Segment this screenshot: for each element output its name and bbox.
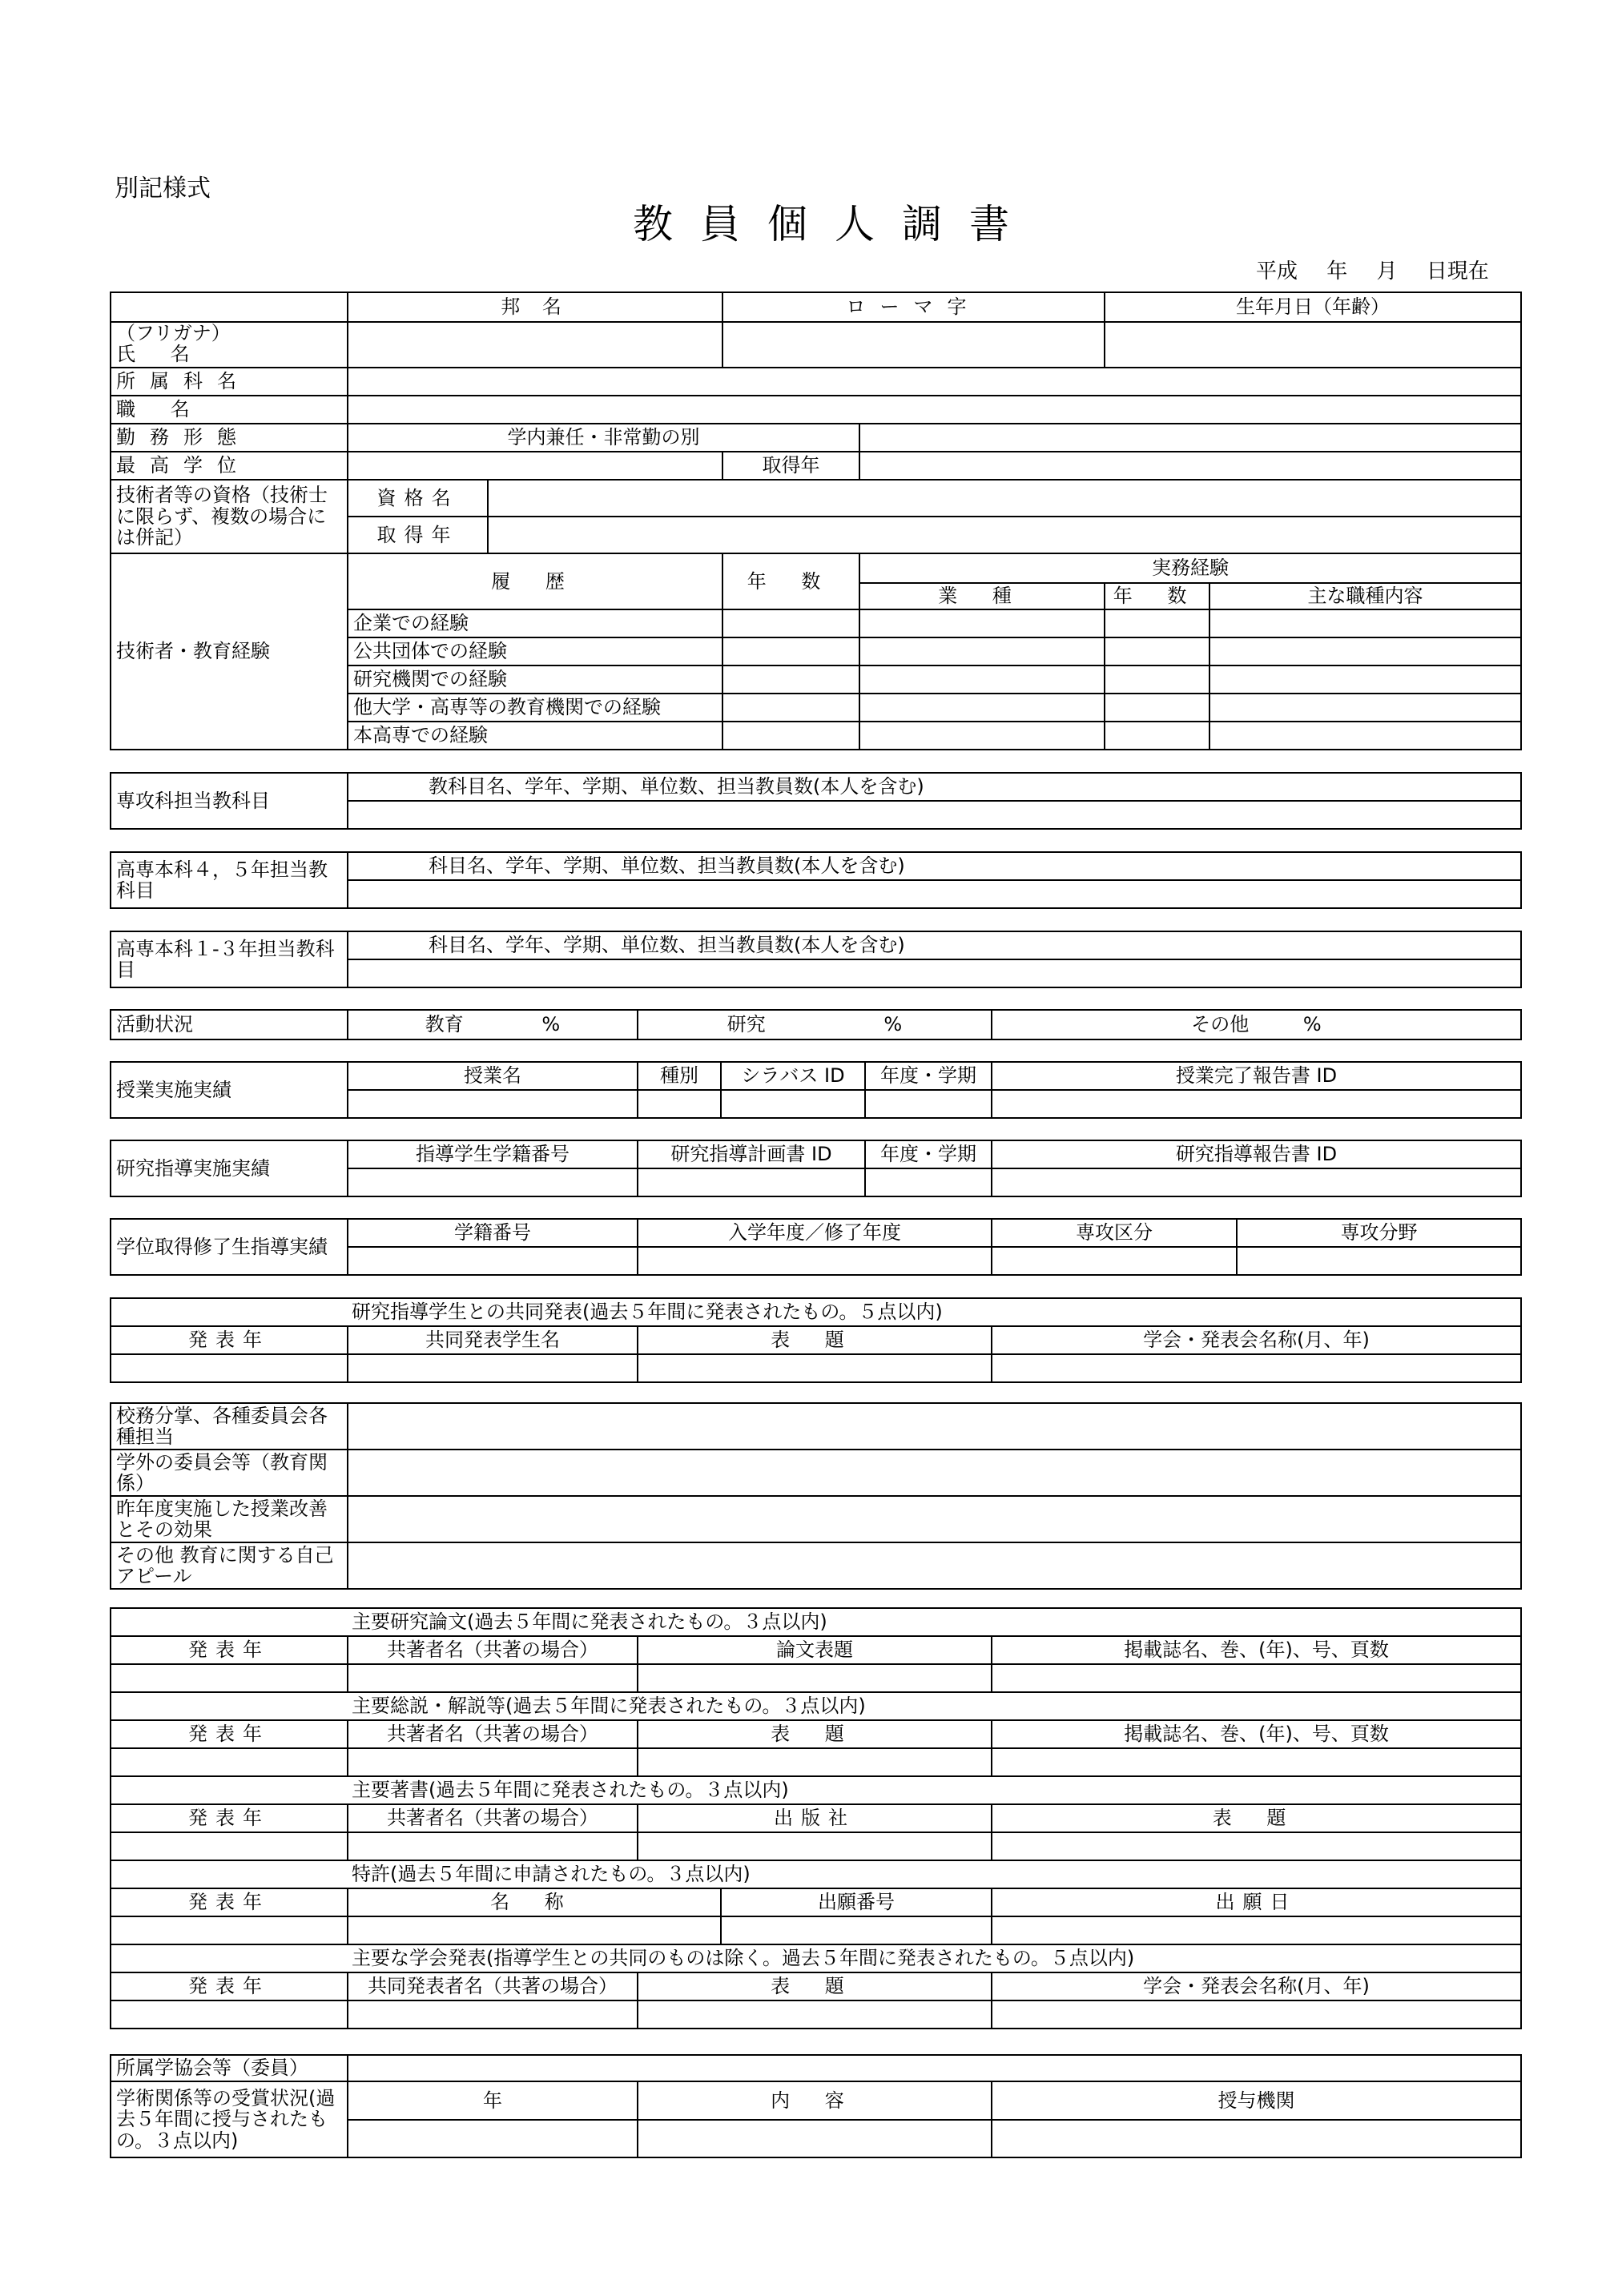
joint-year-field[interactable] (111, 1354, 348, 1382)
joint-topic-field[interactable] (638, 1354, 992, 1382)
conferences-title: 主要な学会発表(指導学生との共同のものは除く。過去５年間に発表されたもの。５点以内) (111, 1944, 1521, 1972)
entry-graduation-field[interactable] (638, 1247, 992, 1275)
conf-venue-field[interactable] (992, 2000, 1521, 2029)
col-papers-coauthors: 共著者名（共著の場合） (348, 1636, 638, 1664)
student-number-field[interactable] (348, 1247, 638, 1275)
classes-label: 授業実施実績 (111, 1062, 348, 1118)
col-papers-title: 論文表題 (638, 1636, 992, 1664)
employment-field[interactable] (859, 424, 1521, 452)
other-label: その他 (1191, 1013, 1250, 1036)
name-roman-field[interactable] (722, 322, 1105, 368)
papers-title: 主要研究論文(過去５年間に発表されたもの。３点以内) (111, 1608, 1521, 1636)
name-japanese-field[interactable] (348, 322, 722, 368)
col-books-publisher: 出版社 (638, 1804, 992, 1832)
name-label: 氏 名 (116, 343, 204, 366)
activity-label: 活動状況 (111, 1010, 348, 1039)
y45-subjects-header: 科目名、学年、学期、単位数、担当教員数(本人を含む) (348, 852, 1521, 880)
affiliation-field[interactable] (348, 368, 1521, 396)
qualification-label: 技術者等の資格（技術士に限らず、複数の場合には併記） (111, 480, 348, 553)
experience-years-field[interactable] (722, 609, 859, 637)
experience-duties-field[interactable] (1209, 694, 1521, 722)
col-industry: 業 種 (859, 583, 1105, 609)
degree-guidance-table (110, 1218, 1522, 1276)
col-joint-topic: 表 題 (638, 1326, 992, 1354)
paper-year-field[interactable] (111, 1664, 348, 1692)
qualification-name-field[interactable] (488, 480, 1521, 517)
guidance-label: 研究指導実施実績 (111, 1140, 348, 1196)
col-major-field: 専攻分野 (1237, 1219, 1521, 1247)
affiliation-label: 所属科名 (111, 368, 348, 396)
joint-venue-field[interactable] (992, 1354, 1521, 1382)
document-title: 教員個人調書 (633, 201, 1036, 247)
position-field[interactable] (348, 396, 1521, 424)
col-years: 年 数 (722, 553, 859, 609)
col-joint-students: 共同発表学生名 (348, 1326, 638, 1354)
review-coauthors-field[interactable] (348, 1748, 638, 1776)
experience-row-label: 公共団体での経験 (348, 637, 722, 665)
other-pct: % (1302, 1013, 1322, 1036)
duties-table (110, 1402, 1522, 1590)
advanced-subjects-table (110, 772, 1522, 830)
experience-row-label: 研究機関での経験 (348, 665, 722, 694)
col-reviews-journal: 掲載誌名、巻、(年)、号、頁数 (992, 1720, 1521, 1748)
experience-pyears-field[interactable] (1105, 637, 1209, 665)
experience-pyears-field[interactable] (1105, 722, 1209, 750)
col-reviews-year: 発表年 (111, 1720, 348, 1748)
col-guidance-term: 年度・学期 (865, 1140, 992, 1168)
basic-info-table (110, 292, 1522, 750)
major-class-field[interactable] (992, 1247, 1237, 1275)
qualification-name-label: 資格名 (348, 480, 488, 517)
society-member-label: 所属学協会等（委員） (111, 2055, 348, 2081)
joint-presentation-title: 研究指導学生との共同発表(過去５年間に発表されたもの。５点以内) (111, 1298, 1521, 1326)
review-title-field[interactable] (638, 1748, 992, 1776)
award-content-field[interactable] (638, 2120, 992, 2157)
col-guidance-report-id: 研究指導報告書 ID (992, 1140, 1521, 1168)
col-class-term: 年度・学期 (865, 1062, 992, 1090)
joint-presentation-table (110, 1297, 1522, 1383)
degree-year-label: 取得年 (722, 452, 859, 480)
col-patents-date: 出願日 (992, 1888, 1521, 1916)
guidance-table (110, 1140, 1522, 1197)
qualification-year-label: 取得年 (348, 517, 488, 553)
patent-name-field[interactable] (348, 1916, 721, 1944)
experience-duties-field[interactable] (1209, 609, 1521, 637)
advanced-subjects-header: 教科目名、学年、学期、単位数、担当教員数(本人を含む) (348, 773, 1521, 801)
award-year-field[interactable] (348, 2120, 638, 2157)
advanced-subjects-field[interactable] (348, 801, 1521, 829)
external-committees-label: 学外の委員会等（教育関係） (111, 1450, 348, 1496)
book-coauthors-field[interactable] (348, 1832, 638, 1860)
conf-topic-field[interactable] (638, 2000, 992, 2029)
reviews-title: 主要総説・解説等(過去５年間に発表されたもの。３点以内) (111, 1692, 1521, 1720)
award-org-field[interactable] (992, 2120, 1521, 2157)
y13-subjects-header: 科目名、学年、学期、単位数、担当教員数(本人を含む) (348, 931, 1521, 959)
degree-field[interactable] (348, 452, 722, 480)
y45-subjects-table (110, 851, 1522, 909)
col-reviews-title: 表 題 (638, 1720, 992, 1748)
class-report-field[interactable] (992, 1090, 1521, 1118)
self-appeal-field[interactable] (348, 1542, 1521, 1589)
experience-years-field[interactable] (722, 694, 859, 722)
research-label: 研究 (726, 1013, 766, 1036)
education-label: 教育 (425, 1013, 464, 1036)
degree-guidance-label: 学位取得修了生指導実績 (111, 1219, 348, 1275)
experience-industry-field[interactable] (859, 665, 1105, 694)
paper-title-field[interactable] (638, 1664, 992, 1692)
y45-subjects-label: 高専本科４，５年担当教科目 (111, 852, 348, 908)
col-award-year: 年 (348, 2081, 638, 2120)
education-pct: % (541, 1013, 561, 1036)
col-papers-year: 発表年 (111, 1636, 348, 1664)
experience-industry-field[interactable] (859, 609, 1105, 637)
experience-years-field[interactable] (722, 637, 859, 665)
class-type-field[interactable] (638, 1090, 721, 1118)
experience-duties-field[interactable] (1209, 637, 1521, 665)
col-papers-journal: 掲載誌名、巻、(年)、号、頁数 (992, 1636, 1521, 1664)
col-award-org: 授与機関 (992, 2081, 1521, 2120)
student-id-field[interactable] (348, 1168, 638, 1196)
advanced-subjects-label: 専攻科担当教科目 (111, 773, 348, 829)
col-class-name: 授業名 (348, 1062, 638, 1090)
guidance-plan-field[interactable] (638, 1168, 865, 1196)
col-student-id: 指導学生学籍番号 (348, 1140, 638, 1168)
guidance-report-field[interactable] (992, 1168, 1521, 1196)
class-name-field[interactable] (348, 1090, 638, 1118)
societies-table (110, 2054, 1522, 2158)
employment-label: 勤務形態 (111, 424, 348, 452)
class-improvement-label: 昨年度実施した授業改善とその効果 (111, 1496, 348, 1542)
patent-number-field[interactable] (721, 1916, 992, 1944)
patent-date-field[interactable] (992, 1916, 1521, 1944)
date-line: 平成 年 月 日現在 (1256, 259, 1489, 283)
col-syllabus-id: シラバス ID (721, 1062, 865, 1090)
birthdate-field[interactable] (1105, 322, 1521, 368)
school-duties-label: 校務分掌、各種委員会各種担当 (111, 1403, 348, 1450)
book-year-field[interactable] (111, 1832, 348, 1860)
experience-duties-field[interactable] (1209, 665, 1521, 694)
experience-years-field[interactable] (722, 722, 859, 750)
patents-title: 特許(過去５年間に申請されたもの。３点以内) (111, 1860, 1521, 1888)
paper-journal-field[interactable] (992, 1664, 1521, 1692)
qualification-year-field[interactable] (488, 517, 1521, 553)
col-joint-year: 発表年 (111, 1326, 348, 1354)
experience-pyears-field[interactable] (1105, 665, 1209, 694)
col-patents-year: 発表年 (111, 1888, 348, 1916)
conf-year-field[interactable] (111, 2000, 348, 2029)
achievements-table (110, 1607, 1522, 2029)
col-conf-presenters: 共同発表者名（共著の場合） (348, 1972, 638, 2000)
col-books-title: 表 題 (992, 1804, 1521, 1832)
col-books-coauthors: 共著者名（共著の場合） (348, 1804, 638, 1832)
y13-subjects-table (110, 931, 1522, 988)
experience-label: 技術者・教育経験 (111, 553, 348, 750)
col-birthdate: 生年月日（年齢） (1105, 292, 1521, 322)
col-patents-name: 名 称 (348, 1888, 721, 1916)
conf-presenters-field[interactable] (348, 2000, 638, 2029)
employment-note: 学内兼任・非常勤の別 (348, 424, 859, 452)
society-member-field[interactable] (348, 2055, 1521, 2081)
experience-industry-field[interactable] (859, 637, 1105, 665)
col-conf-topic: 表 題 (638, 1972, 992, 2000)
review-year-field[interactable] (111, 1748, 348, 1776)
y13-subjects-label: 高専本科１-３年担当教科目 (111, 931, 348, 987)
col-history: 履 歴 (348, 553, 722, 609)
degree-year-field[interactable] (859, 452, 1521, 480)
joint-students-field[interactable] (348, 1354, 638, 1382)
col-practical-years: 年 数 (1105, 583, 1209, 609)
paper-coauthors-field[interactable] (348, 1664, 638, 1692)
guidance-term-field[interactable] (865, 1168, 992, 1196)
review-journal-field[interactable] (992, 1748, 1521, 1776)
patent-year-field[interactable] (111, 1916, 348, 1944)
col-class-report-id: 授業完了報告書 ID (992, 1062, 1521, 1090)
research-pct: % (883, 1013, 903, 1036)
form-label: 別記様式 (115, 175, 211, 203)
experience-industry-field[interactable] (859, 722, 1105, 750)
major-field-field[interactable] (1237, 1247, 1521, 1275)
self-appeal-label: その他 教育に関する自己アピール (111, 1542, 348, 1589)
experience-duties-field[interactable] (1209, 722, 1521, 750)
col-roman: ローマ字 (722, 292, 1105, 322)
book-publisher-field[interactable] (638, 1832, 992, 1860)
external-committees-field[interactable] (348, 1450, 1521, 1496)
experience-row-label: 本高専での経験 (348, 722, 722, 750)
awards-label: 学術関係等の受賞状況(過去５年間に授与されたもの。３点以内) (111, 2081, 348, 2157)
col-class-type: 種別 (638, 1062, 721, 1090)
class-term-field[interactable] (865, 1090, 992, 1118)
school-duties-field[interactable] (348, 1403, 1521, 1450)
col-entry-graduation-year: 入学年度／修了年度 (638, 1219, 992, 1247)
col-books-year: 発表年 (111, 1804, 348, 1832)
col-joint-venue: 学会・発表会名称(月、年) (992, 1326, 1521, 1354)
experience-years-field[interactable] (722, 665, 859, 694)
col-patents-number: 出願番号 (721, 1888, 992, 1916)
col-reviews-coauthors: 共著者名（共著の場合） (348, 1720, 638, 1748)
y45-subjects-field[interactable] (348, 880, 1521, 908)
classes-table (110, 1061, 1522, 1119)
books-title: 主要著書(過去５年間に発表されたもの。３点以内) (111, 1776, 1521, 1804)
class-improvement-field[interactable] (348, 1496, 1521, 1542)
experience-pyears-field[interactable] (1105, 694, 1209, 722)
experience-industry-field[interactable] (859, 694, 1105, 722)
experience-row-label: 他大学・高専等の教育機関での経験 (348, 694, 722, 722)
y13-subjects-field[interactable] (348, 959, 1521, 987)
col-student-number: 学籍番号 (348, 1219, 638, 1247)
book-title-field[interactable] (992, 1832, 1521, 1860)
col-main-duties: 主な職種内容 (1209, 583, 1521, 609)
degree-label: 最高学位 (111, 452, 348, 480)
col-japanese-name: 邦 名 (348, 292, 722, 322)
syllabus-id-field[interactable] (721, 1090, 865, 1118)
furigana-label: （フリガナ） (116, 322, 231, 344)
position-label: 職 名 (111, 396, 348, 424)
col-conf-year: 発表年 (111, 1972, 348, 2000)
col-guidance-plan-id: 研究指導計画書 ID (638, 1140, 865, 1168)
col-conf-venue: 学会・発表会名称(月、年) (992, 1972, 1521, 2000)
col-practical-experience: 実務経験 (859, 553, 1521, 583)
col-award-content: 内 容 (638, 2081, 992, 2120)
experience-pyears-field[interactable] (1105, 609, 1209, 637)
col-major-class: 専攻区分 (992, 1219, 1237, 1247)
experience-row-label: 企業での経験 (348, 609, 722, 637)
activity-table (110, 1009, 1522, 1040)
